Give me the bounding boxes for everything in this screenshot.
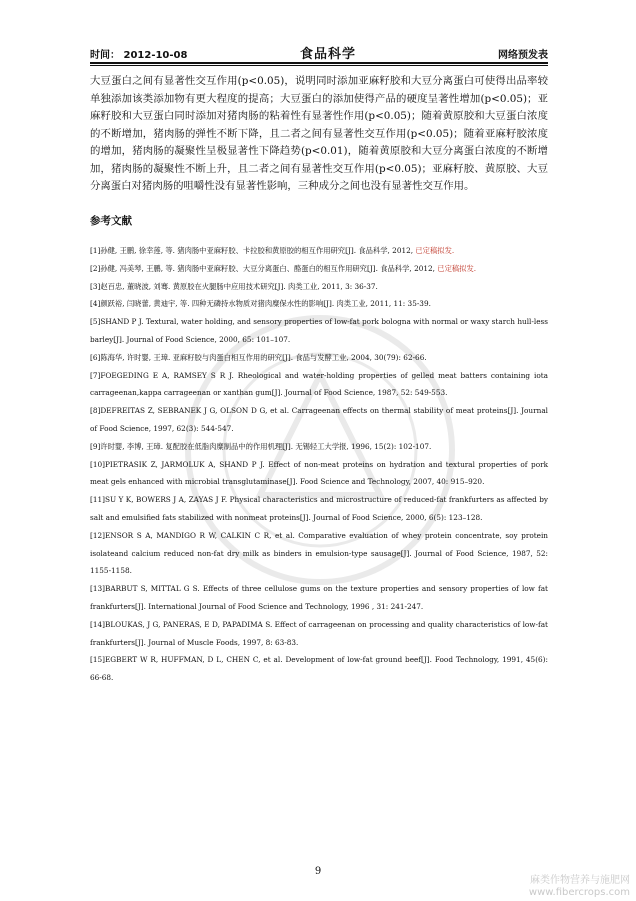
header-rule-thin [90, 65, 548, 66]
reference-item [90, 402, 548, 438]
reference-text: [8]DEFREITAS Z, SEBRANEK J G, OLSON D G, et al. Carrageenan effects on thermal stability of meat proteins[J]. Journal of Food Science, 1997, 62(3): 544-547. [90, 406, 548, 433]
reference-text: [6]陈海华, 许时婴, 王璋. 亚麻籽胶与肉蛋白相互作用的研究[J]. 食品与发酵工业, 2004, 30(79): 62-66. [90, 352, 427, 362]
reference-text: [5]SHAND P J. Textural, water holding, and sensory properties of low-fat pork bologna with normal or waxy starch hull-less barley[J]. Journal of Food Science, 2000, 65: 101–107. [90, 317, 548, 344]
reference-text: [12]ENSOR S A, MANDIGO R W, CALKIN C R, et al. Comparative evaluation of whey protein concentrate, soy protein isolateand calcium reduced non-fat dry milk as binders in emulsion-type sausage[J]. Journal of Food Science, 1987, 52: 1155-1158. [90, 530, 548, 576]
reference-item [90, 260, 548, 278]
references-list [90, 242, 548, 687]
reference-text: [4]颜跃裕, 闫晓蕾, 黄迪宇, 等. 四种无磷持水物质对猪肉糜保水性的影响[J]. 肉类工业, 2011, 11: 35-39. [90, 299, 431, 309]
page-header [90, 44, 548, 62]
reference-text: [11]SU Y K, BOWERS J A, ZAYAS J F. Physical characteristics and microstructure of reduced-fat frankfurters as affected by salt and emulsified fats stabilized with nonmeat proteins[J]. Journal of Food Science, 2000, 6(5): 123–128. [90, 495, 548, 522]
reference-text: [1]孙健, 王鹏, 徐幸莲, 等. 猪肉肠中亚麻籽胶、卡拉胶和黄原胶的相互作用研究[J]. 食品科学, 2012, [90, 246, 416, 255]
reference-item [90, 313, 548, 349]
reference-item [90, 456, 548, 492]
watermark-url: www.fibercrops.com [528, 887, 630, 898]
reference-item [90, 278, 548, 296]
header-date: 时间： 2012-10-08 [90, 50, 188, 61]
page-number: 9 [314, 866, 322, 877]
reference-text: [2]孙健, 冯美琴, 王鹏, 等. 猪肉肠中亚麻籽胶、大豆分离蛋白、酪蛋白的相互作用研究[J]. 食品科学, 2012, [90, 263, 438, 273]
reference-item [90, 651, 548, 687]
reference-text: [3]赵百忠, 董晓波, 刘骞. 黄原胶在火腿肠中应用技术研究[J]. 肉类工业, 2011, 3: 36-37. [90, 281, 378, 291]
header-rule-thick [90, 62, 548, 64]
reference-item [90, 527, 548, 580]
journal-logo: 食品科学 [300, 47, 357, 62]
reference-item [90, 295, 548, 313]
reference-item [90, 580, 548, 616]
reference-item [90, 438, 548, 456]
reference-item [90, 491, 548, 527]
site-watermark [529, 875, 630, 899]
reference-status-note: 已定稿拟发. [415, 246, 455, 255]
reference-text: [15]EGBERT W R, HUFFMAN, D L, CHEN C, et al. Development of low-fat ground beef[J]. Food Technology, 1991, 45(6): 66-68. [90, 655, 548, 683]
reference-text: [7]FOEGEDING E A, RAMSEY S R J. Rheological and water-holding properties of gelled meat batters containing iota carrageenan,kappa carrageenan or xanthan gum[J]. Journal of Food Science, 1987, 52: 549-553. [90, 370, 548, 398]
header-status: 网络预发表 [498, 50, 548, 61]
reference-item [90, 367, 548, 403]
reference-text: [10]PIETRASIK Z, JARMOLUK A, SHAND P J. Effect of non-meat proteins on hydration and textural properties of pork meat gels enhanced with microbial transglutaminase[J]. Food Science and Technology, 2007, 40: 915–920. [90, 459, 548, 487]
conclusion-paragraph: 大豆蛋白之间有显著性交互作用(p<0.05)，说明同时添加亚麻籽胶和大豆分离蛋白可使得出品率较单独添加该类添加物有更大程度的提高；大豆蛋白的添加使得产品的硬度呈著性增加(p<0.05)；亚麻籽胶和大豆蛋白同时添加对猪肉肠的粘着性有显著性作用(p<0.05)；随着黄原胶和大豆蛋白浓度的不断增加，猪肉肠的弹性不断下降，且二者之间有显著性交互作用(p<0.05)；随着亚麻籽胶浓度的增加，猪肉肠的凝聚性呈极显著性下降趋势(p<0.01)，随着黄原胶和大豆分离蛋白浓度的不断增加，猪肉肠的凝聚性不断上升，且二者之间有显著性交互作用(p<0.05)；亚麻籽胶、黄原胶、大豆分离蛋白对猪肉肠的咀嚼性没有显著性影响，三种成分之间也没有显著性交互作用。 [90, 75, 548, 192]
reference-text: [14]BLOUKAS, J G, PANERAS, E D, PAPADIMA S. Effect of carrageenan on processing and quality characteristics of low-fat frankfurters[J]. Journal of Muscle Foods, 1997, 8: 63-83. [90, 619, 548, 647]
reference-text: [13]BARBUT S, MITTAL G S. Effects of three cellulose gums on the texture properties and sensory properties of low fat frankfurters[J]. International Journal of Food Science and Technology, 1996 , 31: 241-247. [90, 584, 548, 611]
watermark-site-name: 麻类作物营养与施肥网 [530, 875, 630, 886]
reference-item [90, 616, 548, 652]
reference-item [90, 242, 548, 260]
reference-status-note: 已定稿拟发. [437, 263, 477, 273]
reference-item [90, 349, 548, 367]
references-heading: 参考文献 [90, 215, 132, 227]
reference-text: [9]许时婴, 李博, 王璋. 复配胶在低脂肉糜制品中的作用机理[J]. 无锡轻工大学报, 1996, 15(2): 102-107. [90, 441, 432, 451]
